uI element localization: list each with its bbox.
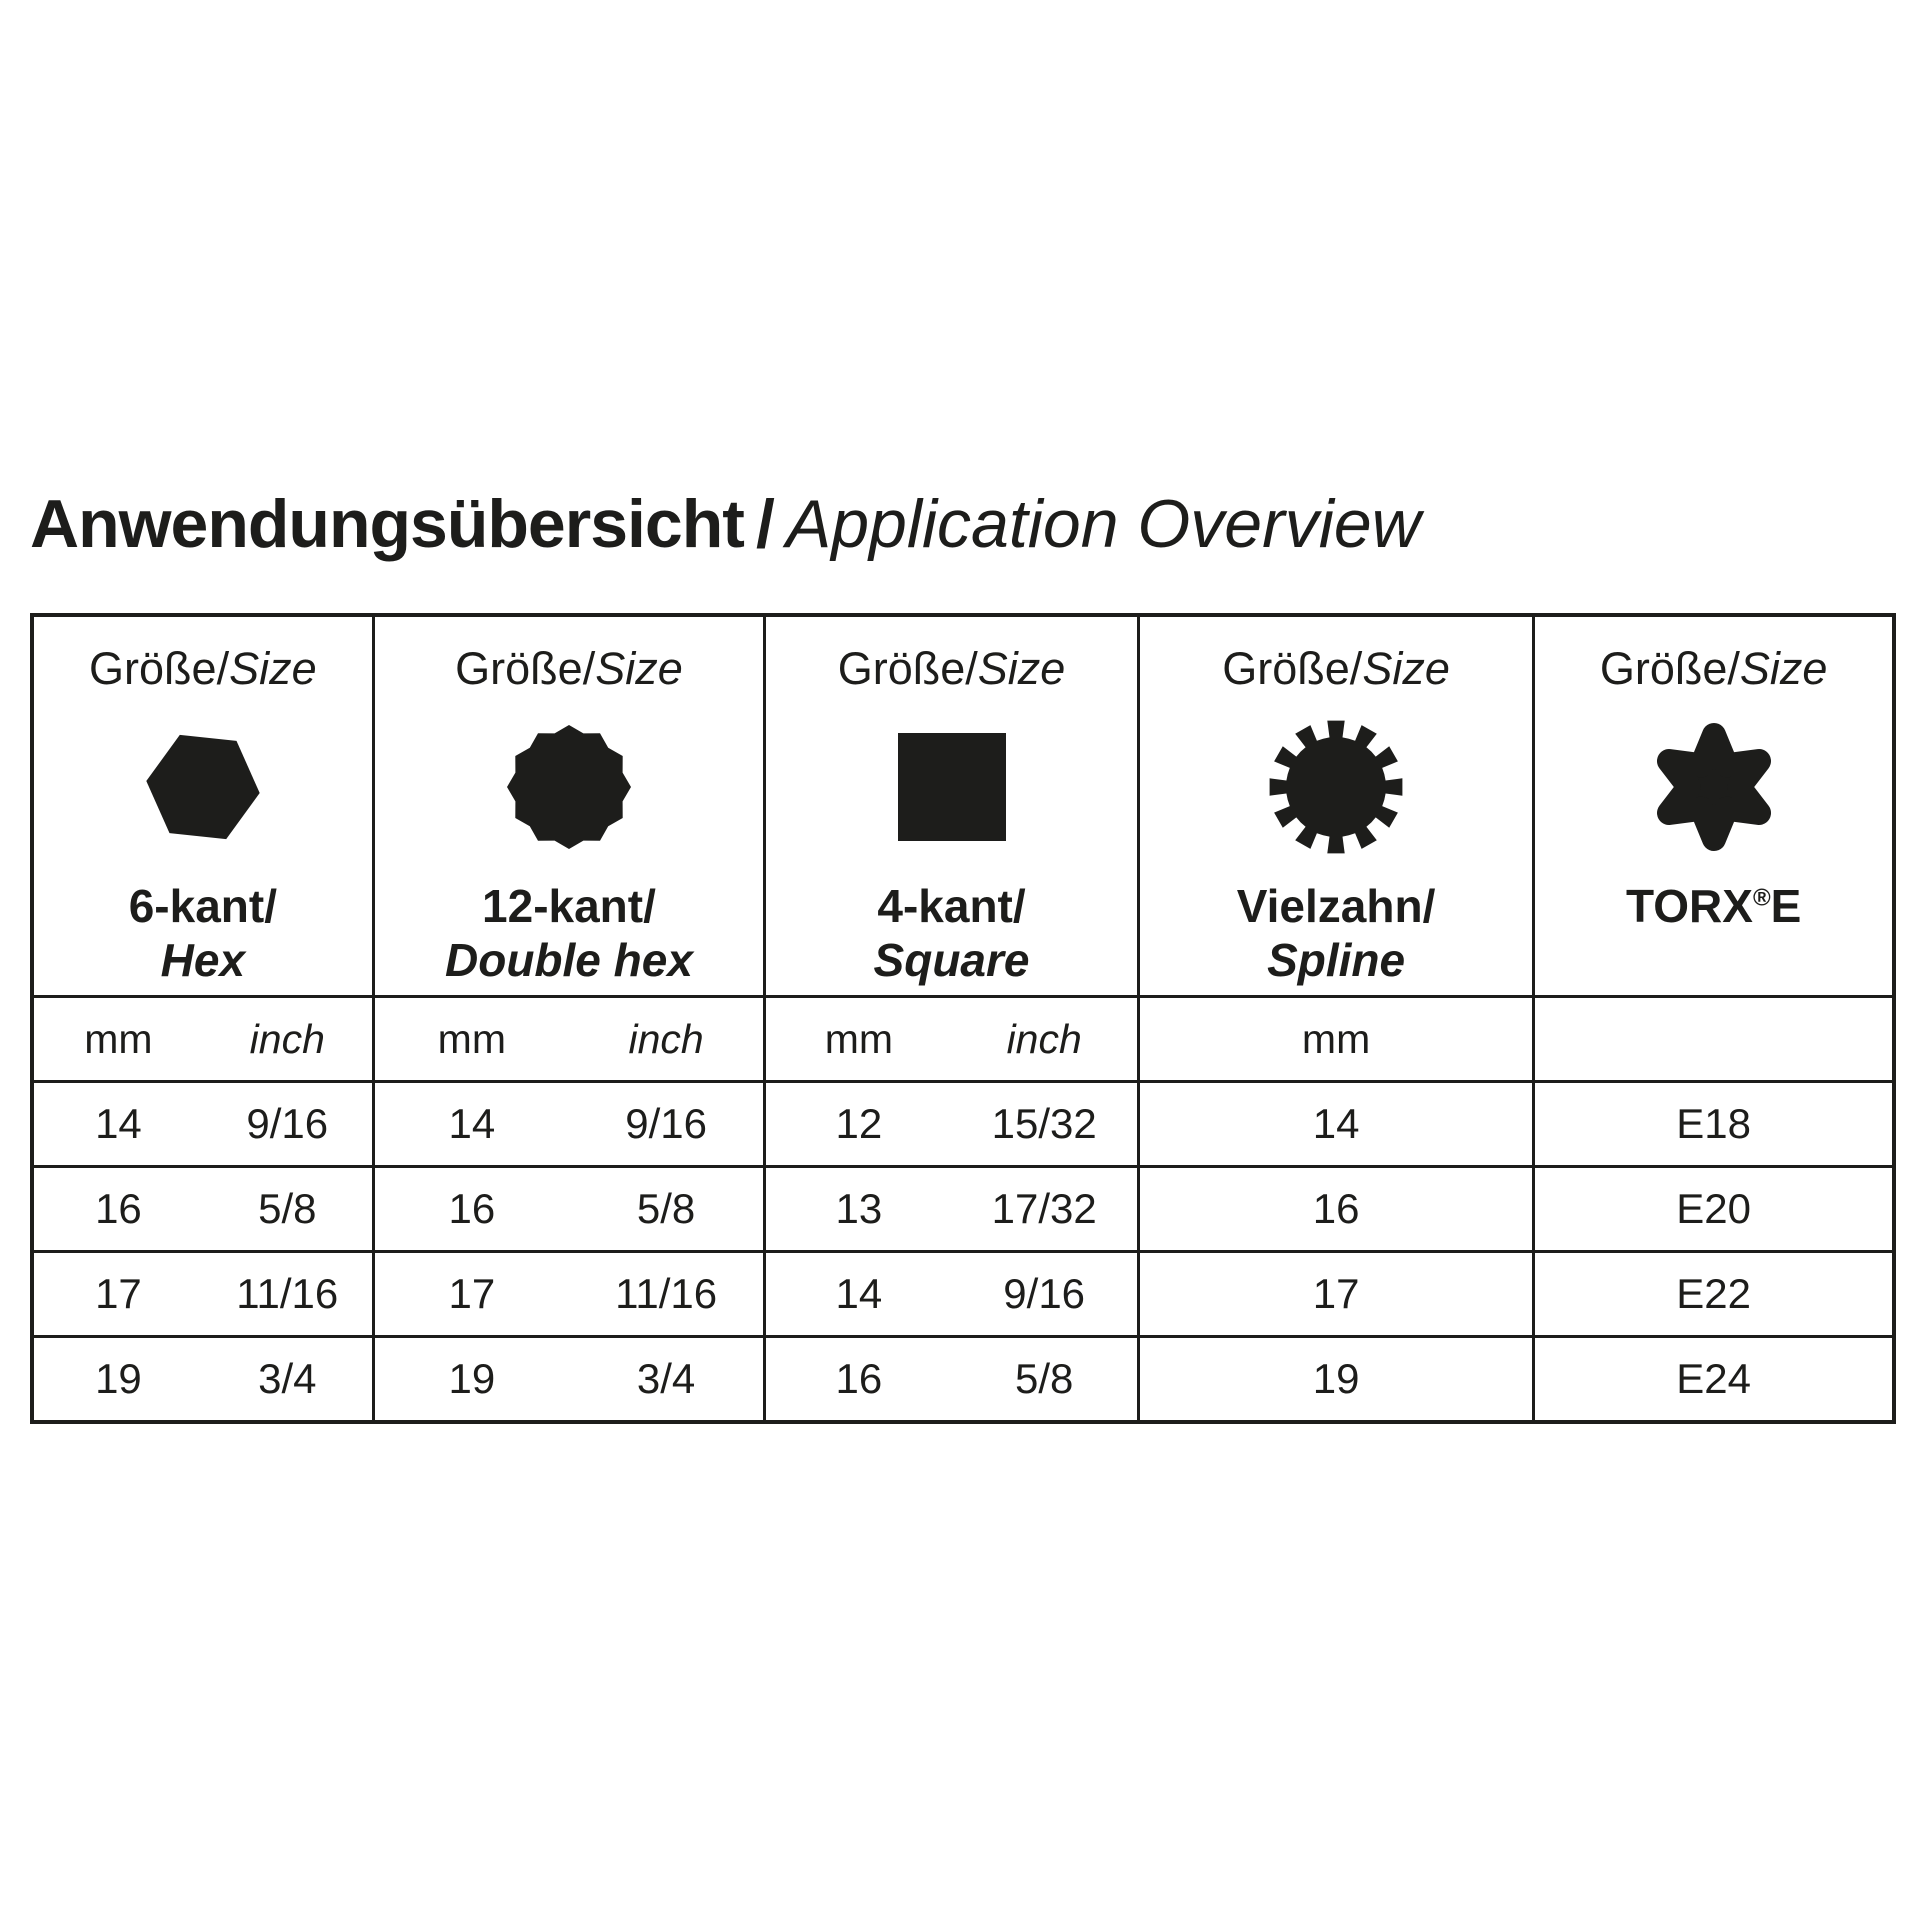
unit-mm: mm bbox=[437, 1015, 506, 1062]
value-mm: 13 bbox=[835, 1185, 883, 1232]
column-spline bbox=[1140, 617, 1536, 1420]
column-square bbox=[766, 617, 1140, 1420]
value-inch: 11/16 bbox=[236, 1270, 339, 1317]
value-mm: 19 bbox=[448, 1355, 496, 1402]
value-mm: 16 bbox=[95, 1185, 142, 1232]
torx-label bbox=[1626, 879, 1801, 933]
table-row bbox=[1140, 1335, 1533, 1420]
spline-icon bbox=[1266, 717, 1406, 857]
table-row bbox=[1535, 1335, 1892, 1420]
table-row bbox=[375, 1250, 764, 1335]
icon-zone bbox=[34, 695, 372, 879]
value-mm: 14 bbox=[835, 1270, 883, 1317]
unit-header bbox=[1140, 995, 1533, 1080]
size-label-english: Size bbox=[1362, 643, 1450, 694]
table-row bbox=[1535, 1250, 1892, 1335]
table-row bbox=[1535, 1080, 1892, 1165]
page-title bbox=[30, 486, 1421, 562]
size-label-german: Größe/ bbox=[1599, 643, 1740, 694]
size-label-english: Size bbox=[1739, 643, 1828, 694]
title-english: Application Overview bbox=[785, 486, 1421, 562]
table-row bbox=[375, 1165, 764, 1250]
column-name-german: 4-kant/ bbox=[877, 880, 1026, 932]
table-row bbox=[1140, 1165, 1533, 1250]
column-name-square bbox=[874, 879, 1030, 995]
icon-zone bbox=[1140, 695, 1533, 879]
value-inch: 9/16 bbox=[625, 1100, 707, 1147]
value-mm: 19 bbox=[1312, 1355, 1360, 1402]
column-name-english: Spline bbox=[1267, 934, 1406, 986]
icon-zone bbox=[375, 695, 764, 879]
value-torx-size: E20 bbox=[1676, 1185, 1752, 1232]
value-mm: 14 bbox=[1312, 1100, 1360, 1147]
unit-header bbox=[34, 995, 372, 1080]
size-label-german: Größe/ bbox=[455, 643, 596, 694]
unit-header bbox=[375, 995, 764, 1080]
registered-trademark-symbol: ® bbox=[1752, 884, 1771, 912]
value-torx-size: E24 bbox=[1676, 1355, 1752, 1402]
value-mm: 17 bbox=[448, 1270, 496, 1317]
column-header-hex bbox=[34, 617, 372, 995]
column-header-double-hex bbox=[375, 617, 764, 995]
table-row bbox=[1140, 1080, 1533, 1165]
table-row bbox=[766, 1165, 1137, 1250]
column-name-hex bbox=[129, 879, 277, 995]
size-label-english: Size bbox=[595, 643, 683, 694]
icon-zone bbox=[1535, 695, 1892, 879]
column-torx-e bbox=[1535, 617, 1892, 1420]
double-hex-icon bbox=[499, 717, 639, 857]
column-double-hex bbox=[375, 617, 767, 1420]
table-row bbox=[34, 1165, 372, 1250]
size-label-german: Größe/ bbox=[89, 643, 230, 694]
size-label bbox=[1222, 643, 1450, 695]
column-header-torx-e bbox=[1535, 617, 1892, 995]
torx-series-letter: E bbox=[1770, 880, 1802, 932]
value-inch: 5/8 bbox=[258, 1185, 317, 1232]
value-mm: 16 bbox=[448, 1185, 496, 1232]
column-name-spline bbox=[1237, 879, 1436, 995]
value-inch: 5/8 bbox=[636, 1185, 696, 1232]
value-mm: 17 bbox=[1312, 1270, 1360, 1317]
column-name-double-hex bbox=[445, 879, 693, 995]
size-label bbox=[89, 643, 317, 695]
value-inch: 11/16 bbox=[615, 1270, 718, 1317]
unit-header bbox=[766, 995, 1137, 1080]
table-row bbox=[34, 1080, 372, 1165]
table-row bbox=[766, 1080, 1137, 1165]
unit-inch: inch bbox=[249, 1015, 325, 1062]
size-label bbox=[455, 643, 683, 695]
size-label-german: Größe/ bbox=[837, 643, 978, 694]
size-label-english: Size bbox=[229, 643, 317, 694]
size-label-german: Größe/ bbox=[1222, 643, 1363, 694]
column-name-english: Hex bbox=[160, 934, 246, 986]
table-row bbox=[766, 1335, 1137, 1420]
value-inch: 9/16 bbox=[1003, 1270, 1086, 1317]
size-label-english: Size bbox=[977, 643, 1066, 694]
table-row bbox=[375, 1335, 764, 1420]
torx-e-icon bbox=[1644, 717, 1784, 857]
unit-mm: mm bbox=[84, 1015, 153, 1062]
size-label bbox=[1600, 643, 1828, 695]
column-header-spline bbox=[1140, 617, 1533, 995]
hexagon-icon bbox=[133, 717, 273, 857]
column-name-german: 6-kant/ bbox=[128, 880, 277, 932]
value-inch: 15/32 bbox=[991, 1100, 1097, 1147]
table-row bbox=[766, 1250, 1137, 1335]
column-name-german: Vielzahn/ bbox=[1236, 880, 1436, 932]
table-row bbox=[1140, 1250, 1533, 1335]
title-german: Anwendungsübersicht bbox=[30, 486, 744, 562]
unit-inch: inch bbox=[1006, 1015, 1082, 1062]
table-row bbox=[34, 1250, 372, 1335]
value-torx-size: E18 bbox=[1676, 1100, 1752, 1147]
column-header-square bbox=[766, 617, 1137, 995]
size-label bbox=[838, 643, 1066, 695]
column-name-german: 12-kant/ bbox=[482, 880, 656, 932]
unit-mm: mm bbox=[824, 1015, 894, 1062]
column-name-torx-e bbox=[1626, 879, 1801, 995]
column-name-english: Square bbox=[873, 934, 1030, 986]
application-overview-table bbox=[30, 613, 1896, 1424]
value-mm: 12 bbox=[835, 1100, 883, 1147]
icon-zone bbox=[766, 695, 1137, 879]
table-row bbox=[1535, 1165, 1892, 1250]
value-mm: 14 bbox=[448, 1100, 496, 1147]
unit-mm: mm bbox=[1301, 1015, 1371, 1062]
value-inch: 3/4 bbox=[636, 1355, 696, 1402]
column-name-english: Double hex bbox=[445, 934, 693, 986]
value-inch: 5/8 bbox=[1014, 1355, 1074, 1402]
column-hex bbox=[34, 617, 375, 1420]
value-mm: 19 bbox=[95, 1355, 142, 1402]
table-row bbox=[375, 1080, 764, 1165]
value-mm: 16 bbox=[1312, 1185, 1360, 1232]
value-torx-size: E22 bbox=[1676, 1270, 1752, 1317]
torx-word: TORX bbox=[1625, 880, 1753, 932]
value-mm: 14 bbox=[95, 1100, 142, 1147]
value-inch: 3/4 bbox=[258, 1355, 317, 1402]
unit-inch: inch bbox=[628, 1015, 704, 1062]
title-separator: / bbox=[755, 486, 774, 562]
value-inch: 9/16 bbox=[246, 1100, 329, 1147]
unit-header-empty bbox=[1535, 995, 1892, 1080]
square-icon bbox=[882, 717, 1022, 857]
value-mm: 17 bbox=[95, 1270, 142, 1317]
value-inch: 17/32 bbox=[991, 1185, 1097, 1232]
value-mm: 16 bbox=[835, 1355, 883, 1402]
table-row bbox=[34, 1335, 372, 1420]
